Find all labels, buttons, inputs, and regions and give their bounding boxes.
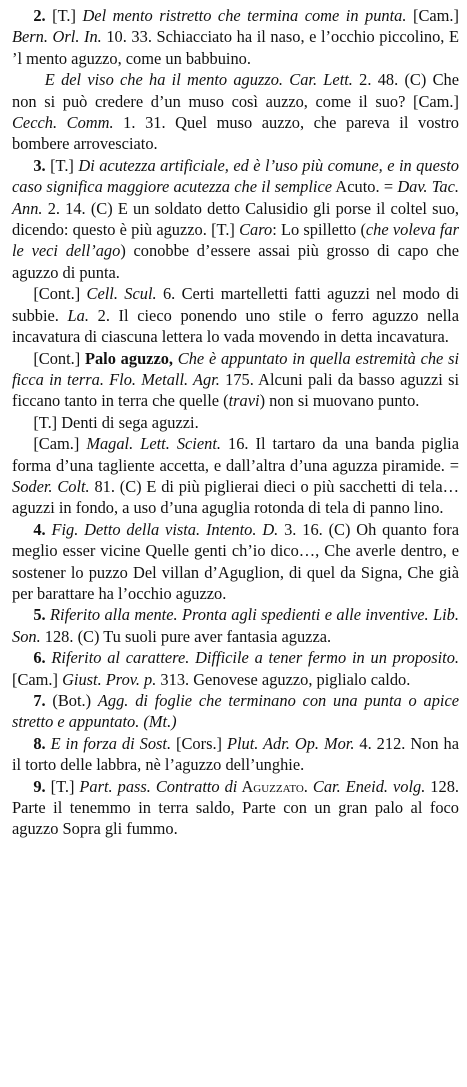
italic-text: Magal. Lett. Scient.	[86, 434, 221, 454]
paragraph	[12, 348, 459, 412]
sense-number: 3.	[33, 155, 46, 175]
sense-6	[12, 647, 459, 690]
italic-text: Riferito alla mente. Pronta agli spedienti e alle inventive. Lib. Son.	[12, 605, 459, 646]
text-run: ) conobbe d’essere assai più grosso di capo che aguzzo di punta.	[12, 241, 459, 282]
paragraph	[12, 433, 459, 519]
italic-text: Caro	[239, 220, 273, 240]
text-run: ) non si muovano punto.	[259, 391, 420, 411]
sense-2	[12, 5, 459, 69]
text-run: [Cam.]	[406, 6, 459, 25]
italic-text: La.	[67, 305, 89, 325]
italic-text: Soder. Colt.	[12, 476, 90, 496]
italic-text: Car. Eneid. volg.	[312, 776, 426, 796]
text-run: [Cam.]	[12, 669, 63, 689]
text-run: [T.]	[50, 776, 80, 796]
italic-text: travi	[228, 391, 260, 411]
paragraph	[12, 69, 459, 155]
italic-text: E del viso che ha il mento aguzzo. Car. Lett.	[44, 70, 353, 90]
sense-5	[12, 604, 459, 647]
text-run: 1. 31. Quel muso auzzo, che pareva il vostro bombere arrovesciato.	[12, 113, 460, 154]
sense-7	[12, 690, 459, 733]
text-run: Acuto. =	[332, 177, 398, 197]
italic-text: E in forza di Sost.	[50, 733, 172, 753]
sense-8	[12, 733, 459, 776]
italic-text: Dav. Tac. Ann.	[12, 177, 459, 218]
italic-text: Giust. Prov. p.	[62, 669, 157, 689]
text-run: [Cors.]	[171, 733, 227, 753]
text-run: 175. Alcuni pali da basso aguzzi si ficcano tanto in terra che quelle (	[12, 369, 460, 411]
italic-text: Cell. Scul.	[86, 284, 157, 304]
sense-number: 7.	[33, 691, 46, 710]
text-run: 128. Parte il tenemmo in terra saldo, Parte con un gran palo al foco aguzzo Sopra gli fummo.	[12, 776, 459, 839]
text-run: [T.]	[52, 6, 83, 25]
sense-number: 2.	[33, 6, 46, 25]
sense-9	[12, 776, 459, 840]
text-run: [T.] Denti di sega aguzzi.	[33, 412, 199, 432]
text-run: Aguzzato.	[237, 776, 308, 796]
text-run: 81. (C) E di più piglierai dieci o più sacchetti di tela… aguzzi in fondo, a uso d’una aguglia rotonda di tela di panno lino.	[12, 476, 459, 518]
italic-text: Cecch. Comm.	[12, 113, 114, 133]
text-run: 2. 48. (C) Che non si può credere d’un muso così auzzo, come il suo? [Cam.]	[12, 70, 459, 111]
text-run: 313. Genovese aguzzo, piglialo caldo.	[156, 669, 411, 689]
sense-number: 6.	[33, 648, 46, 668]
italic-text: Del mento ristretto che termina come in punta.	[82, 6, 407, 25]
paragraph	[12, 283, 459, 347]
text-run: [Cont.]	[33, 348, 85, 368]
bold-term: Palo aguzzo,	[84, 348, 174, 368]
sense-number: 8.	[33, 733, 46, 753]
text-run: 128. (C) Tu suoli pure aver fantasia aguzza.	[40, 626, 332, 646]
text-run: 2. Il cieco ponendo uno stile o ferro aguzzo nella incavatura di ciascuna lettera lo vada movendo in detta incavatura.	[12, 305, 459, 347]
text-run: 6. Certi martelletti fatti aguzzi nel modo di subbie.	[12, 284, 460, 325]
italic-text: Riferito al carattere. Difficile a tener fermo in un proposito.	[51, 648, 459, 668]
paragraph	[12, 412, 459, 433]
text-run: (Bot.)	[52, 691, 98, 710]
italic-text: Plut. Adr. Op. Mor.	[226, 733, 355, 753]
sense-3	[12, 155, 459, 283]
text-run: [Cont.]	[33, 284, 87, 304]
italic-text: Che è appuntato in quella estremità che si ficca in terra. Flo. Metall. Agr.	[12, 348, 460, 389]
italic-text: Agg. di foglie che terminano con una punta o apice stretto e appuntato. (Mt.)	[12, 691, 460, 732]
sense-number: 5.	[33, 605, 46, 625]
sense-4	[12, 519, 459, 605]
italic-text: Di acutezza artificiale, ed è l’uso più comune, e in questo caso significa maggiore acutezza che il semplice	[12, 155, 459, 197]
italic-text: Part. pass. Contratto di	[79, 776, 238, 796]
sense-number: 9.	[33, 776, 46, 796]
text-run: [T.]	[50, 155, 79, 175]
text-run: 10. 33. Schiacciato ha il naso, e l’occhio piccolino, E ’l mento aguzzo, come un babbuino.	[12, 27, 459, 68]
text-run: 3. 16. (C) Oh quanto fora meglio esser vicine Quelle genti ch’io dico…, Che averle dentro, e sostener lo puzzo Del villan d’Aguglion, di quel da Signa, Che già per barattare ha l’occhio aguzzo.	[12, 519, 459, 603]
italic-text: che voleva far le veci dell’ago	[12, 220, 459, 261]
text-run: : Lo spilletto (	[272, 220, 366, 240]
text-run: [Cam.]	[33, 434, 87, 454]
italic-text: Fig. Detto della vista. Intento. D.	[51, 519, 279, 539]
text-run: 16. Il tartaro da una banda piglia forma d’una tagliente accetta, e dall’altra d’una aguzza piramide. =	[12, 434, 459, 475]
sense-number: 4.	[33, 519, 46, 539]
text-run: 4. 212. Non ha il torto delle labbra, nè l’aguzzo dell’unghie.	[12, 733, 459, 775]
italic-text: Bern. Orl. In.	[12, 27, 102, 47]
text-run: 2. 14. (C) E un soldato detto Calusidio gli porse il coltel suo, dicendo: questo è più aguzzo. [T.]	[12, 198, 459, 240]
